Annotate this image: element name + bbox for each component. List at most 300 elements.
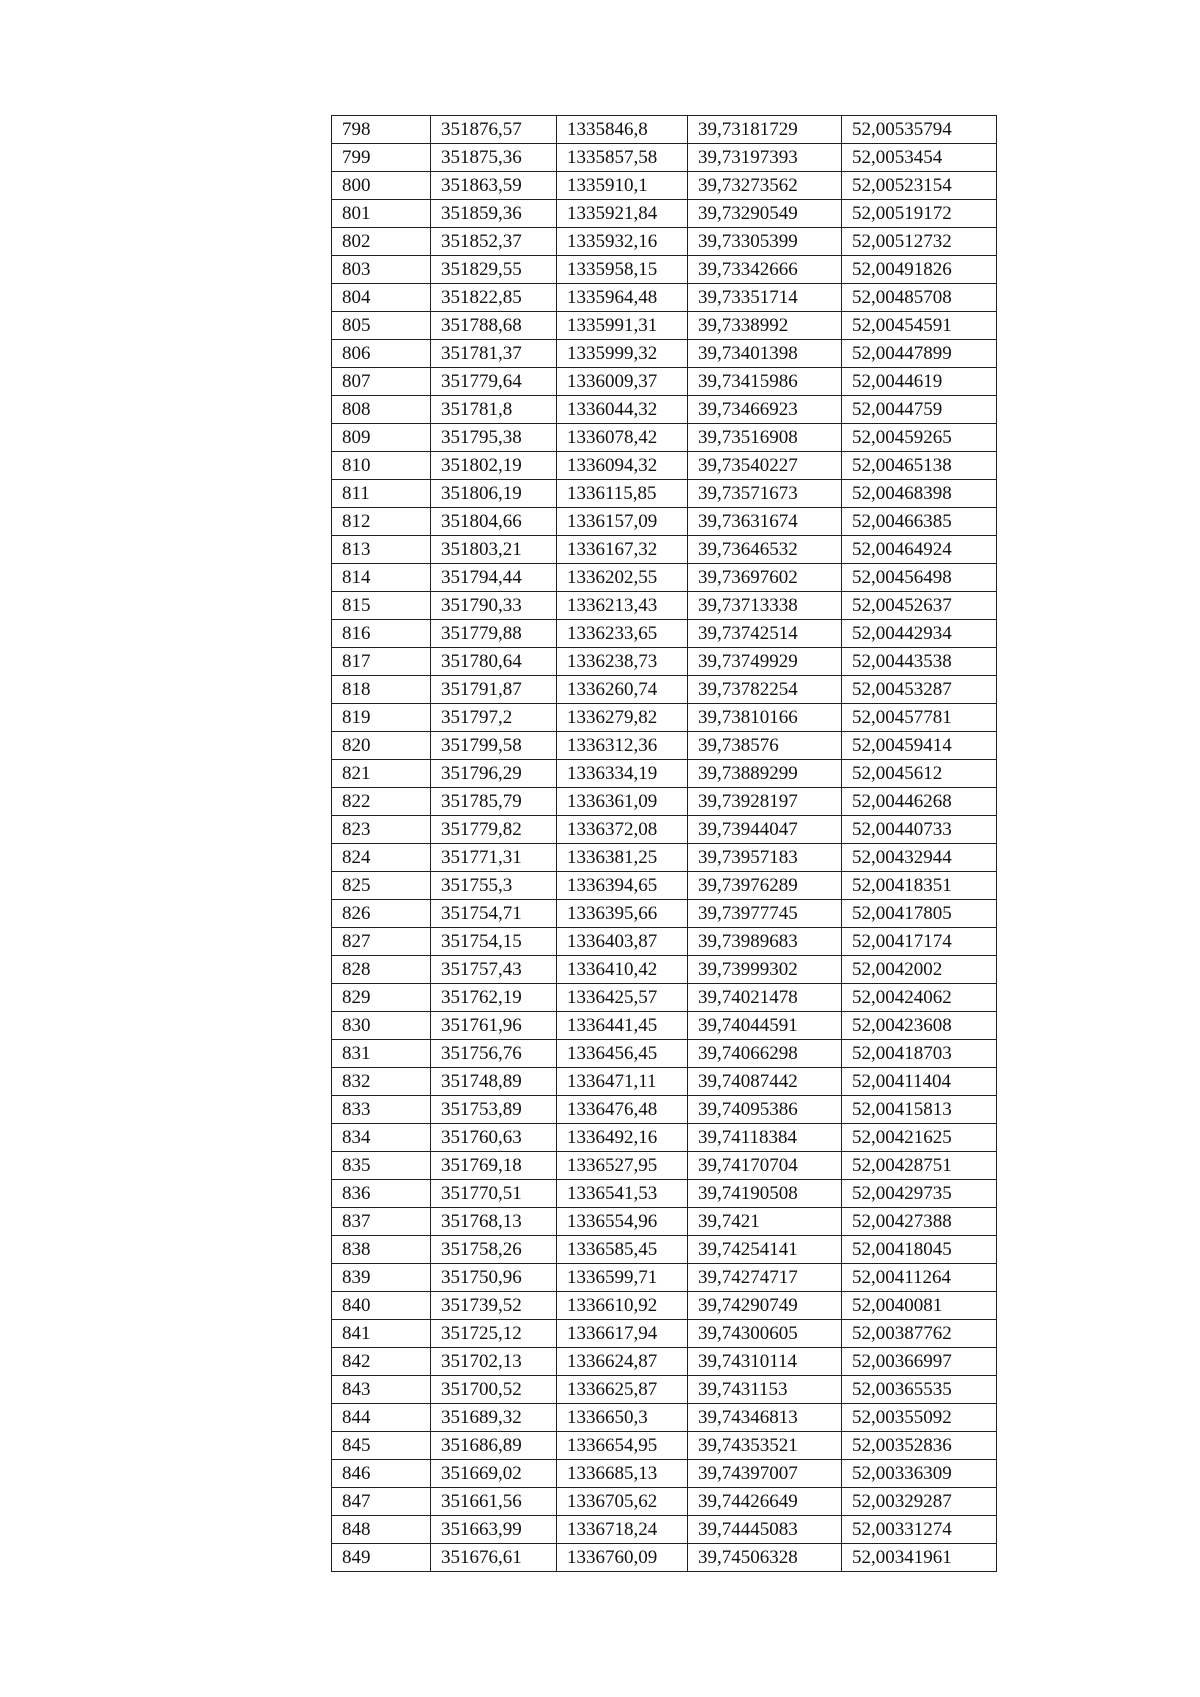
latitude-cell: 52,00366997: [842, 1348, 997, 1376]
latitude-cell: 52,00454591: [842, 312, 997, 340]
longitude-cell: 39,73351714: [688, 284, 842, 312]
latitude-cell: 52,0040081: [842, 1292, 997, 1320]
y-coordinate-cell: 1336471,11: [557, 1068, 688, 1096]
latitude-cell: 52,0044759: [842, 396, 997, 424]
table-row: [332, 1264, 997, 1292]
y-coordinate-cell: 1336334,19: [557, 760, 688, 788]
y-coordinate-cell: 1336585,45: [557, 1236, 688, 1264]
x-coordinate-cell: 351769,18: [431, 1152, 557, 1180]
y-coordinate-cell: 1336456,45: [557, 1040, 688, 1068]
x-coordinate-cell: 351686,89: [431, 1432, 557, 1460]
y-coordinate-cell: 1336554,96: [557, 1208, 688, 1236]
x-coordinate-cell: 351739,52: [431, 1292, 557, 1320]
y-coordinate-cell: 1335910,1: [557, 172, 688, 200]
y-coordinate-cell: 1336492,16: [557, 1124, 688, 1152]
latitude-cell: 52,00447899: [842, 340, 997, 368]
x-coordinate-cell: 351676,61: [431, 1544, 557, 1572]
y-coordinate-cell: 1336650,3: [557, 1404, 688, 1432]
table-row: [332, 1348, 997, 1376]
x-coordinate-cell: 351790,33: [431, 592, 557, 620]
latitude-cell: 52,00485708: [842, 284, 997, 312]
longitude-cell: 39,74170704: [688, 1152, 842, 1180]
table-row: [332, 1152, 997, 1180]
latitude-cell: 52,00415813: [842, 1096, 997, 1124]
latitude-cell: 52,00418351: [842, 872, 997, 900]
x-coordinate-cell: 351779,88: [431, 620, 557, 648]
latitude-cell: 52,00464924: [842, 536, 997, 564]
x-coordinate-cell: 351785,79: [431, 788, 557, 816]
x-coordinate-cell: 351876,57: [431, 116, 557, 144]
y-coordinate-cell: 1336610,92: [557, 1292, 688, 1320]
latitude-cell: 52,00427388: [842, 1208, 997, 1236]
y-coordinate-cell: 1336233,65: [557, 620, 688, 648]
longitude-cell: 39,74346813: [688, 1404, 842, 1432]
y-coordinate-cell: 1336599,71: [557, 1264, 688, 1292]
longitude-cell: 39,74087442: [688, 1068, 842, 1096]
point-number-cell: 806: [332, 340, 431, 368]
point-number-cell: 809: [332, 424, 431, 452]
latitude-cell: 52,00457781: [842, 704, 997, 732]
longitude-cell: 39,74066298: [688, 1040, 842, 1068]
longitude-cell: 39,74044591: [688, 1012, 842, 1040]
longitude-cell: 39,74118384: [688, 1124, 842, 1152]
table-row: [332, 1292, 997, 1320]
x-coordinate-cell: 351756,76: [431, 1040, 557, 1068]
table-row: [332, 1404, 997, 1432]
longitude-cell: 39,73342666: [688, 256, 842, 284]
longitude-cell: 39,73646532: [688, 536, 842, 564]
point-number-cell: 803: [332, 256, 431, 284]
y-coordinate-cell: 1335958,15: [557, 256, 688, 284]
y-coordinate-cell: 1336394,65: [557, 872, 688, 900]
longitude-cell: 39,73999302: [688, 956, 842, 984]
longitude-cell: 39,73290549: [688, 200, 842, 228]
x-coordinate-cell: 351822,85: [431, 284, 557, 312]
point-number-cell: 820: [332, 732, 431, 760]
y-coordinate-cell: 1336372,08: [557, 816, 688, 844]
longitude-cell: 39,73989683: [688, 928, 842, 956]
longitude-cell: 39,73976289: [688, 872, 842, 900]
longitude-cell: 39,74506328: [688, 1544, 842, 1572]
x-coordinate-cell: 351753,89: [431, 1096, 557, 1124]
y-coordinate-cell: 1336009,37: [557, 368, 688, 396]
table-row: [332, 368, 997, 396]
latitude-cell: 52,00421625: [842, 1124, 997, 1152]
point-number-cell: 798: [332, 116, 431, 144]
x-coordinate-cell: 351768,13: [431, 1208, 557, 1236]
longitude-cell: 39,74095386: [688, 1096, 842, 1124]
coordinates-table-body: [332, 116, 997, 1572]
x-coordinate-cell: 351754,71: [431, 900, 557, 928]
latitude-cell: 52,00523154: [842, 172, 997, 200]
y-coordinate-cell: 1336527,95: [557, 1152, 688, 1180]
point-number-cell: 837: [332, 1208, 431, 1236]
longitude-cell: 39,74426649: [688, 1488, 842, 1516]
latitude-cell: 52,00452637: [842, 592, 997, 620]
point-number-cell: 828: [332, 956, 431, 984]
y-coordinate-cell: 1336213,43: [557, 592, 688, 620]
table-row: [332, 1460, 997, 1488]
point-number-cell: 805: [332, 312, 431, 340]
point-number-cell: 826: [332, 900, 431, 928]
table-row: [332, 1124, 997, 1152]
point-number-cell: 827: [332, 928, 431, 956]
y-coordinate-cell: 1336685,13: [557, 1460, 688, 1488]
table-row: [332, 200, 997, 228]
y-coordinate-cell: 1336718,24: [557, 1516, 688, 1544]
y-coordinate-cell: 1335932,16: [557, 228, 688, 256]
longitude-cell: 39,7421: [688, 1208, 842, 1236]
longitude-cell: 39,7338992: [688, 312, 842, 340]
table-row: [332, 704, 997, 732]
longitude-cell: 39,73749929: [688, 648, 842, 676]
point-number-cell: 845: [332, 1432, 431, 1460]
longitude-cell: 39,73181729: [688, 116, 842, 144]
x-coordinate-cell: 351791,87: [431, 676, 557, 704]
x-coordinate-cell: 351779,82: [431, 816, 557, 844]
latitude-cell: 52,00352836: [842, 1432, 997, 1460]
table-row: [332, 172, 997, 200]
longitude-cell: 39,73713338: [688, 592, 842, 620]
longitude-cell: 39,73401398: [688, 340, 842, 368]
y-coordinate-cell: 1336167,32: [557, 536, 688, 564]
point-number-cell: 822: [332, 788, 431, 816]
y-coordinate-cell: 1336395,66: [557, 900, 688, 928]
x-coordinate-cell: 351750,96: [431, 1264, 557, 1292]
point-number-cell: 825: [332, 872, 431, 900]
table-row: [332, 956, 997, 984]
longitude-cell: 39,73697602: [688, 564, 842, 592]
x-coordinate-cell: 351761,96: [431, 1012, 557, 1040]
latitude-cell: 52,00535794: [842, 116, 997, 144]
table-row: [332, 116, 997, 144]
y-coordinate-cell: 1336279,82: [557, 704, 688, 732]
table-row: [332, 1236, 997, 1264]
x-coordinate-cell: 351781,37: [431, 340, 557, 368]
point-number-cell: 846: [332, 1460, 431, 1488]
point-number-cell: 840: [332, 1292, 431, 1320]
table-row: [332, 760, 997, 788]
point-number-cell: 838: [332, 1236, 431, 1264]
table-row: [332, 900, 997, 928]
latitude-cell: 52,00446268: [842, 788, 997, 816]
latitude-cell: 52,00418703: [842, 1040, 997, 1068]
longitude-cell: 39,73889299: [688, 760, 842, 788]
table-row: [332, 928, 997, 956]
latitude-cell: 52,00417174: [842, 928, 997, 956]
table-row: [332, 1376, 997, 1404]
longitude-cell: 39,74300605: [688, 1320, 842, 1348]
latitude-cell: 52,00442934: [842, 620, 997, 648]
table-row: [332, 508, 997, 536]
y-coordinate-cell: 1336044,32: [557, 396, 688, 424]
latitude-cell: 52,00428751: [842, 1152, 997, 1180]
point-number-cell: 804: [332, 284, 431, 312]
latitude-cell: 52,00465138: [842, 452, 997, 480]
x-coordinate-cell: 351754,15: [431, 928, 557, 956]
latitude-cell: 52,0053454: [842, 144, 997, 172]
longitude-cell: 39,74397007: [688, 1460, 842, 1488]
x-coordinate-cell: 351663,99: [431, 1516, 557, 1544]
point-number-cell: 807: [332, 368, 431, 396]
latitude-cell: 52,00411264: [842, 1264, 997, 1292]
point-number-cell: 811: [332, 480, 431, 508]
table-row: [332, 648, 997, 676]
latitude-cell: 52,00424062: [842, 984, 997, 1012]
longitude-cell: 39,73415986: [688, 368, 842, 396]
x-coordinate-cell: 351859,36: [431, 200, 557, 228]
y-coordinate-cell: 1336760,09: [557, 1544, 688, 1572]
x-coordinate-cell: 351760,63: [431, 1124, 557, 1152]
longitude-cell: 39,738576: [688, 732, 842, 760]
longitude-cell: 39,73466923: [688, 396, 842, 424]
latitude-cell: 52,00429735: [842, 1180, 997, 1208]
y-coordinate-cell: 1336094,32: [557, 452, 688, 480]
x-coordinate-cell: 351758,26: [431, 1236, 557, 1264]
point-number-cell: 801: [332, 200, 431, 228]
latitude-cell: 52,00453287: [842, 676, 997, 704]
latitude-cell: 52,00512732: [842, 228, 997, 256]
y-coordinate-cell: 1336617,94: [557, 1320, 688, 1348]
longitude-cell: 39,74254141: [688, 1236, 842, 1264]
table-row: [332, 1544, 997, 1572]
latitude-cell: 52,00432944: [842, 844, 997, 872]
latitude-cell: 52,0045612: [842, 760, 997, 788]
longitude-cell: 39,7431153: [688, 1376, 842, 1404]
y-coordinate-cell: 1335991,31: [557, 312, 688, 340]
x-coordinate-cell: 351669,02: [431, 1460, 557, 1488]
longitude-cell: 39,74021478: [688, 984, 842, 1012]
table-row: [332, 1516, 997, 1544]
y-coordinate-cell: 1336624,87: [557, 1348, 688, 1376]
table-row: [332, 1488, 997, 1516]
table-row: [332, 1040, 997, 1068]
point-number-cell: 841: [332, 1320, 431, 1348]
latitude-cell: 52,00336309: [842, 1460, 997, 1488]
x-coordinate-cell: 351852,37: [431, 228, 557, 256]
point-number-cell: 810: [332, 452, 431, 480]
latitude-cell: 52,00466385: [842, 508, 997, 536]
y-coordinate-cell: 1336425,57: [557, 984, 688, 1012]
latitude-cell: 52,00423608: [842, 1012, 997, 1040]
table-row: [332, 1096, 997, 1124]
longitude-cell: 39,73977745: [688, 900, 842, 928]
x-coordinate-cell: 351875,36: [431, 144, 557, 172]
table-row: [332, 144, 997, 172]
coordinates-table: [331, 115, 997, 1572]
table-row: [332, 228, 997, 256]
table-row: [332, 984, 997, 1012]
y-coordinate-cell: 1336654,95: [557, 1432, 688, 1460]
x-coordinate-cell: 351661,56: [431, 1488, 557, 1516]
point-number-cell: 835: [332, 1152, 431, 1180]
point-number-cell: 808: [332, 396, 431, 424]
point-number-cell: 836: [332, 1180, 431, 1208]
point-number-cell: 818: [332, 676, 431, 704]
x-coordinate-cell: 351689,32: [431, 1404, 557, 1432]
point-number-cell: 848: [332, 1516, 431, 1544]
longitude-cell: 39,74290749: [688, 1292, 842, 1320]
table-row: [332, 284, 997, 312]
x-coordinate-cell: 351725,12: [431, 1320, 557, 1348]
point-number-cell: 824: [332, 844, 431, 872]
x-coordinate-cell: 351702,13: [431, 1348, 557, 1376]
latitude-cell: 52,00519172: [842, 200, 997, 228]
latitude-cell: 52,00459414: [842, 732, 997, 760]
y-coordinate-cell: 1336403,87: [557, 928, 688, 956]
x-coordinate-cell: 351781,8: [431, 396, 557, 424]
y-coordinate-cell: 1335921,84: [557, 200, 688, 228]
point-number-cell: 812: [332, 508, 431, 536]
y-coordinate-cell: 1336476,48: [557, 1096, 688, 1124]
latitude-cell: 52,0042002: [842, 956, 997, 984]
table-row: [332, 816, 997, 844]
longitude-cell: 39,73305399: [688, 228, 842, 256]
table-row: [332, 676, 997, 704]
x-coordinate-cell: 351797,2: [431, 704, 557, 732]
longitude-cell: 39,73516908: [688, 424, 842, 452]
latitude-cell: 52,00468398: [842, 480, 997, 508]
table-row: [332, 732, 997, 760]
x-coordinate-cell: 351770,51: [431, 1180, 557, 1208]
x-coordinate-cell: 351863,59: [431, 172, 557, 200]
table-row: [332, 452, 997, 480]
y-coordinate-cell: 1336238,73: [557, 648, 688, 676]
longitude-cell: 39,73571673: [688, 480, 842, 508]
point-number-cell: 832: [332, 1068, 431, 1096]
latitude-cell: 52,00329287: [842, 1488, 997, 1516]
latitude-cell: 52,00491826: [842, 256, 997, 284]
latitude-cell: 52,00355092: [842, 1404, 997, 1432]
latitude-cell: 52,0044619: [842, 368, 997, 396]
longitude-cell: 39,73197393: [688, 144, 842, 172]
y-coordinate-cell: 1336260,74: [557, 676, 688, 704]
point-number-cell: 816: [332, 620, 431, 648]
latitude-cell: 52,00456498: [842, 564, 997, 592]
longitude-cell: 39,74190508: [688, 1180, 842, 1208]
point-number-cell: 847: [332, 1488, 431, 1516]
y-coordinate-cell: 1335999,32: [557, 340, 688, 368]
table-row: [332, 424, 997, 452]
latitude-cell: 52,00440733: [842, 816, 997, 844]
x-coordinate-cell: 351788,68: [431, 312, 557, 340]
y-coordinate-cell: 1335964,48: [557, 284, 688, 312]
y-coordinate-cell: 1336202,55: [557, 564, 688, 592]
point-number-cell: 821: [332, 760, 431, 788]
y-coordinate-cell: 1336381,25: [557, 844, 688, 872]
latitude-cell: 52,00443538: [842, 648, 997, 676]
x-coordinate-cell: 351779,64: [431, 368, 557, 396]
y-coordinate-cell: 1336078,42: [557, 424, 688, 452]
latitude-cell: 52,00417805: [842, 900, 997, 928]
point-number-cell: 842: [332, 1348, 431, 1376]
table-row: [332, 256, 997, 284]
point-number-cell: 814: [332, 564, 431, 592]
point-number-cell: 813: [332, 536, 431, 564]
longitude-cell: 39,73957183: [688, 844, 842, 872]
y-coordinate-cell: 1336705,62: [557, 1488, 688, 1516]
longitude-cell: 39,73273562: [688, 172, 842, 200]
point-number-cell: 815: [332, 592, 431, 620]
point-number-cell: 799: [332, 144, 431, 172]
longitude-cell: 39,73540227: [688, 452, 842, 480]
longitude-cell: 39,73810166: [688, 704, 842, 732]
point-number-cell: 839: [332, 1264, 431, 1292]
point-number-cell: 843: [332, 1376, 431, 1404]
table-row: [332, 312, 997, 340]
x-coordinate-cell: 351799,58: [431, 732, 557, 760]
y-coordinate-cell: 1336157,09: [557, 508, 688, 536]
point-number-cell: 830: [332, 1012, 431, 1040]
table-row: [332, 1432, 997, 1460]
x-coordinate-cell: 351748,89: [431, 1068, 557, 1096]
y-coordinate-cell: 1335857,58: [557, 144, 688, 172]
x-coordinate-cell: 351802,19: [431, 452, 557, 480]
table-row: [332, 536, 997, 564]
latitude-cell: 52,00331274: [842, 1516, 997, 1544]
point-number-cell: 829: [332, 984, 431, 1012]
y-coordinate-cell: 1336312,36: [557, 732, 688, 760]
latitude-cell: 52,00418045: [842, 1236, 997, 1264]
x-coordinate-cell: 351796,29: [431, 760, 557, 788]
x-coordinate-cell: 351762,19: [431, 984, 557, 1012]
point-number-cell: 833: [332, 1096, 431, 1124]
x-coordinate-cell: 351780,64: [431, 648, 557, 676]
x-coordinate-cell: 351806,19: [431, 480, 557, 508]
y-coordinate-cell: 1336541,53: [557, 1180, 688, 1208]
table-row: [332, 620, 997, 648]
point-number-cell: 834: [332, 1124, 431, 1152]
y-coordinate-cell: 1336361,09: [557, 788, 688, 816]
table-row: [332, 592, 997, 620]
point-number-cell: 800: [332, 172, 431, 200]
latitude-cell: 52,00365535: [842, 1376, 997, 1404]
point-number-cell: 802: [332, 228, 431, 256]
x-coordinate-cell: 351771,31: [431, 844, 557, 872]
y-coordinate-cell: 1336410,42: [557, 956, 688, 984]
point-number-cell: 823: [332, 816, 431, 844]
longitude-cell: 39,74353521: [688, 1432, 842, 1460]
x-coordinate-cell: 351757,43: [431, 956, 557, 984]
latitude-cell: 52,00341961: [842, 1544, 997, 1572]
point-number-cell: 849: [332, 1544, 431, 1572]
table-row: [332, 1320, 997, 1348]
table-row: [332, 788, 997, 816]
longitude-cell: 39,73944047: [688, 816, 842, 844]
x-coordinate-cell: 351794,44: [431, 564, 557, 592]
x-coordinate-cell: 351803,21: [431, 536, 557, 564]
table-row: [332, 396, 997, 424]
longitude-cell: 39,73782254: [688, 676, 842, 704]
table-row: [332, 1068, 997, 1096]
latitude-cell: 52,00387762: [842, 1320, 997, 1348]
x-coordinate-cell: 351700,52: [431, 1376, 557, 1404]
longitude-cell: 39,74274717: [688, 1264, 842, 1292]
table-row: [332, 872, 997, 900]
y-coordinate-cell: 1335846,8: [557, 116, 688, 144]
latitude-cell: 52,00459265: [842, 424, 997, 452]
point-number-cell: 819: [332, 704, 431, 732]
longitude-cell: 39,74445083: [688, 1516, 842, 1544]
x-coordinate-cell: 351795,38: [431, 424, 557, 452]
longitude-cell: 39,73928197: [688, 788, 842, 816]
x-coordinate-cell: 351755,3: [431, 872, 557, 900]
point-number-cell: 831: [332, 1040, 431, 1068]
y-coordinate-cell: 1336625,87: [557, 1376, 688, 1404]
table-row: [332, 1180, 997, 1208]
y-coordinate-cell: 1336115,85: [557, 480, 688, 508]
table-row: [332, 340, 997, 368]
